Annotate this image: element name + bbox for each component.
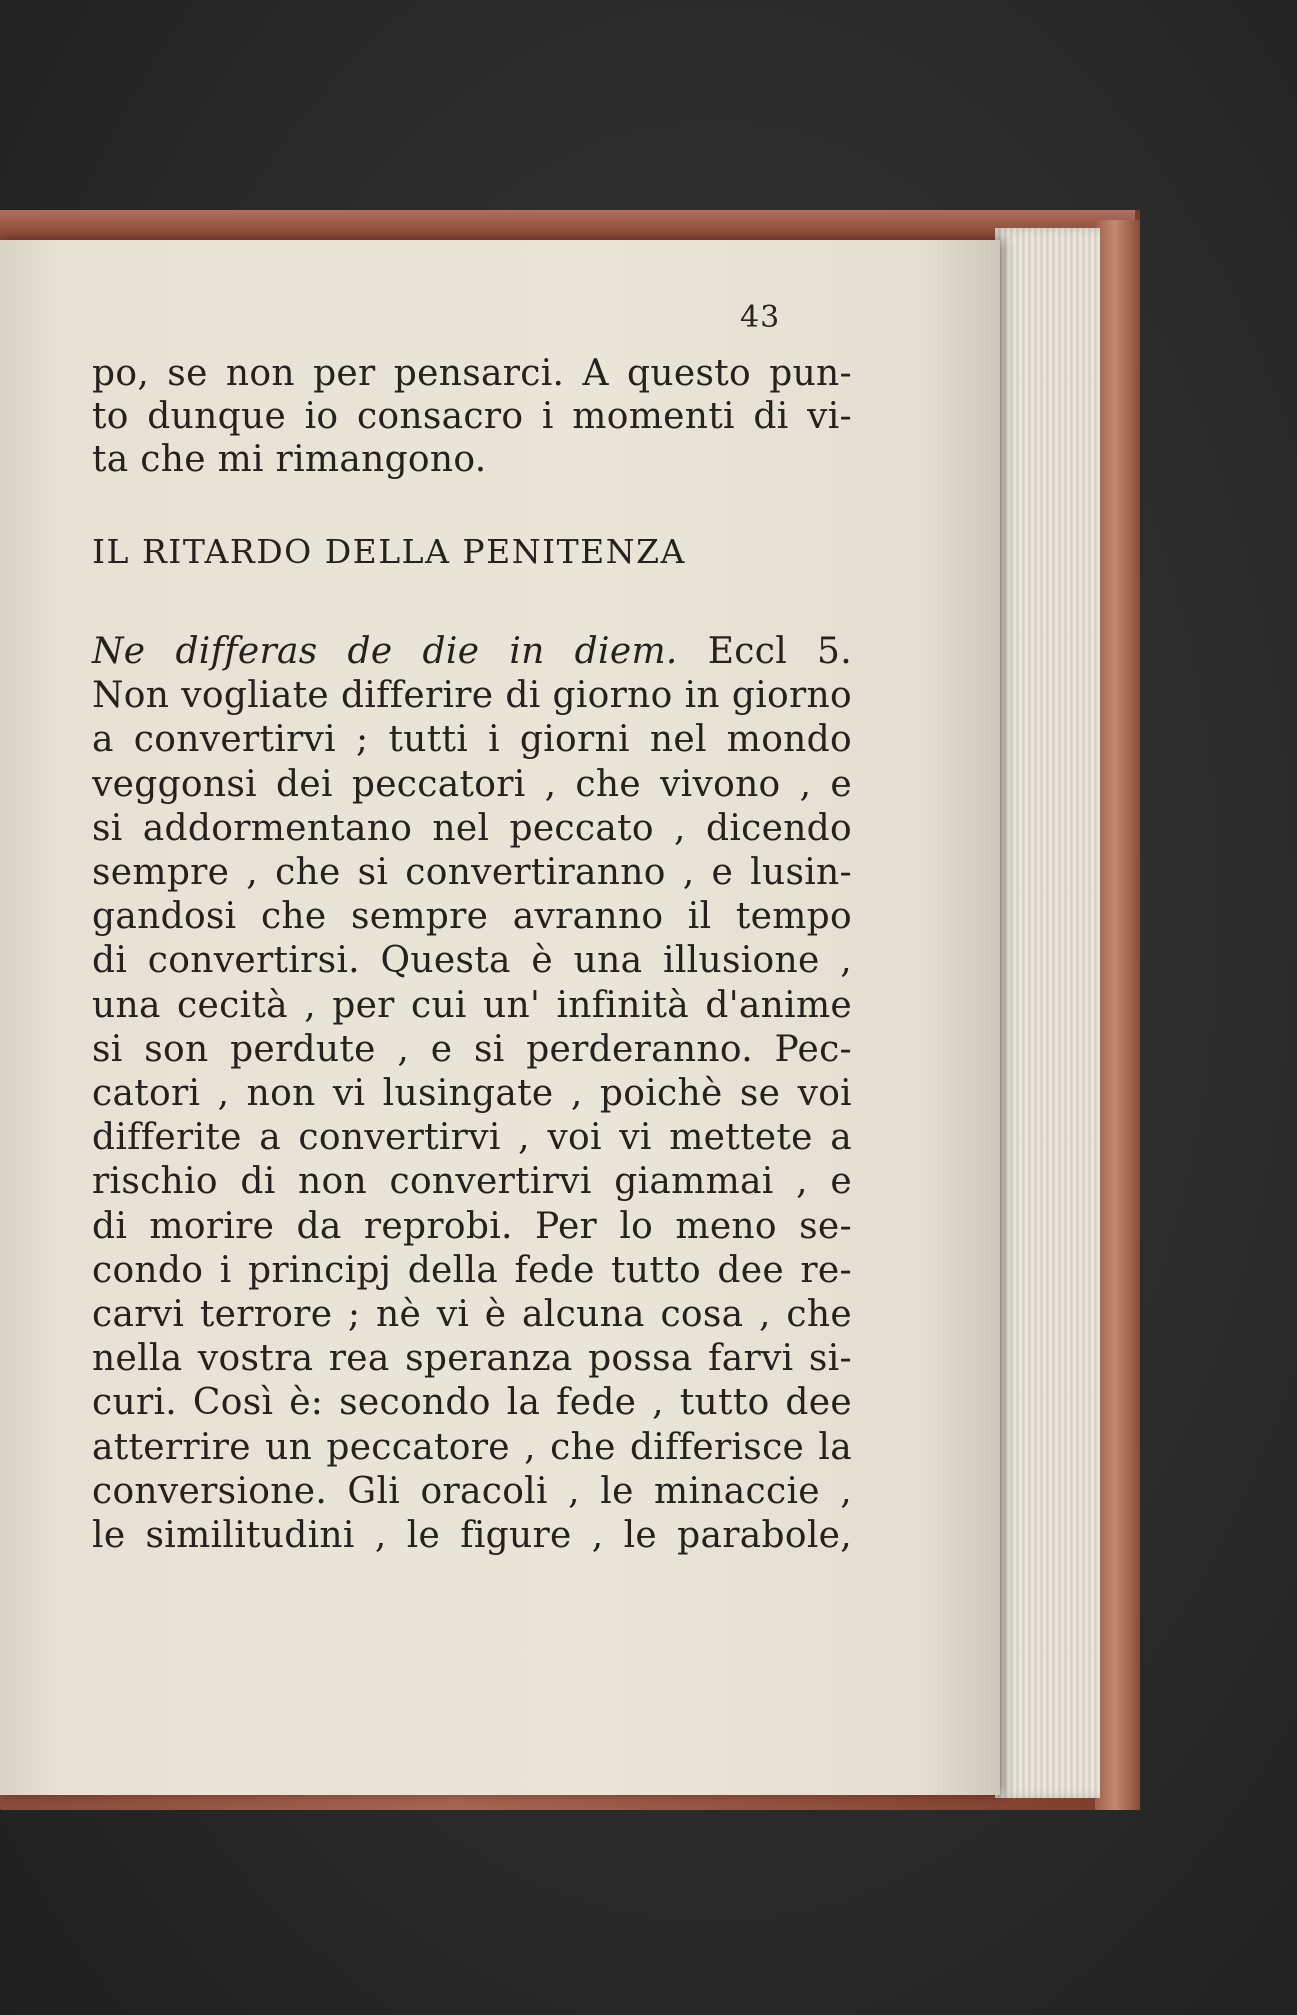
page-edges xyxy=(995,228,1100,1798)
text-line: di convertirsi. Questa è una illusione , xyxy=(92,940,852,982)
text-line: curi. Così è: secondo la fede , tutto dee xyxy=(92,1382,852,1424)
text-line: differite a convertirvi , voi vi mettete a xyxy=(92,1117,852,1159)
text-line: ta che mi rimangono. xyxy=(92,439,487,480)
text-line: di morire da reprobi. Per lo meno se- xyxy=(92,1205,852,1247)
text-line: Non vogliate differire di giorno in giorno xyxy=(92,675,852,717)
epigraph-reference: Eccl 5. xyxy=(707,631,852,672)
section-heading: IL RITARDO DELLA PENITENZA xyxy=(92,532,686,571)
epigraph-line xyxy=(92,630,852,674)
text-line: si addormentano nel peccato , dicendo xyxy=(92,807,852,849)
text-line: gandosi che sempre avranno il tempo xyxy=(92,896,852,938)
epigraph-latin: Ne differas de die in diem. xyxy=(92,631,678,672)
text-line: nella vostra rea speranza possa farvi si- xyxy=(92,1338,852,1380)
page-number: 43 xyxy=(740,300,781,335)
text-line: to dunque io consacro i momenti di vi- xyxy=(92,396,852,437)
text-line: carvi terrore ; nè vi è alcuna cosa , che xyxy=(92,1294,852,1336)
text-line: po, se non per pensarci. A questo pun- xyxy=(92,353,852,394)
intro-paragraph xyxy=(92,352,852,481)
text-line: atterrire un peccatore , che differisce la xyxy=(92,1426,852,1468)
text-line: a convertirvi ; tutti i giorni nel mondo xyxy=(92,719,852,761)
text-line: conversione. Gli oracoli , le minaccie , xyxy=(92,1470,852,1512)
body-paragraph xyxy=(92,630,852,1558)
text-line: catori , non vi lusingate , poichè se voi xyxy=(92,1073,852,1115)
text-line: sempre , che si convertiranno , e lusin- xyxy=(92,852,852,894)
text-line: le similitudini , le figure , le parabole, xyxy=(92,1515,852,1557)
book-cover-right-edge xyxy=(1095,220,1140,1810)
text-line: si son perdute , e si perderanno. Pec- xyxy=(92,1028,852,1070)
text-line: veggonsi dei peccatori , che vivono , e xyxy=(92,763,852,805)
text-line: rischio di non convertirvi giammai , e xyxy=(92,1161,852,1203)
text-line: condo i principj della fede tutto dee re- xyxy=(92,1249,852,1291)
text-line: una cecità , per cui un' infinità d'anime xyxy=(92,984,852,1026)
